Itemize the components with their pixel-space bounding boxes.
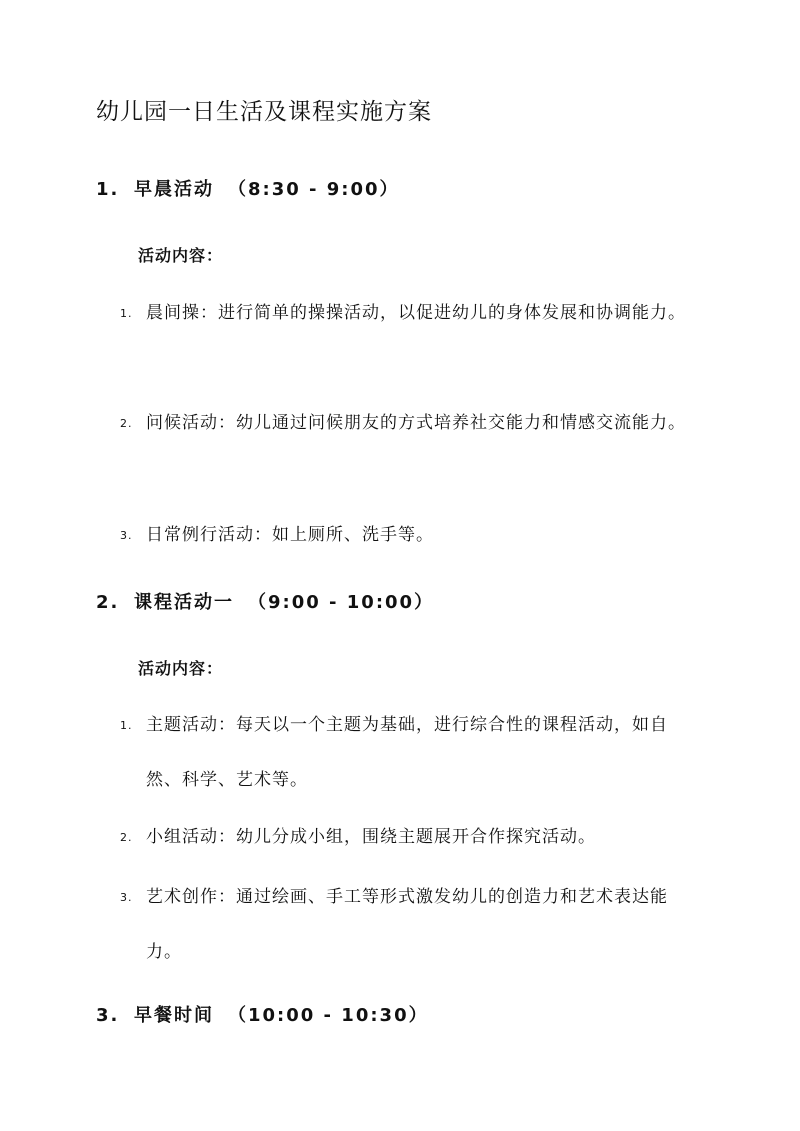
list-item	[120, 508, 700, 563]
section-time: （8:30 - 9:00）	[228, 179, 400, 200]
list-item	[120, 810, 700, 865]
list-item-text: 晨间操：进行简单的操操活动，以促进幼儿的身体发展和协调能力。	[146, 303, 686, 323]
sub-heading-activity-content: 活动内容：	[138, 659, 224, 678]
section-number: 1.	[96, 179, 120, 200]
list-item	[120, 870, 700, 980]
list-item	[120, 396, 700, 451]
section-heading-breakfast	[96, 1001, 429, 1027]
list-item-text: 问候活动：幼儿通过问候朋友的方式培养社交能力和情感交流能力。	[146, 413, 686, 433]
section-name: 早餐时间	[134, 1005, 214, 1026]
section-time: （9:00 - 10:00）	[248, 592, 435, 613]
list-marker: 1.	[120, 307, 133, 320]
list-marker: 2.	[120, 831, 133, 844]
list-marker: 3.	[120, 891, 133, 904]
list-item	[120, 286, 700, 341]
section-heading-morning	[96, 175, 400, 201]
list-item-text: 艺术创作：通过绘画、手工等形式激发幼儿的创造力和艺术表达能力。	[146, 887, 668, 962]
section-name: 早晨活动	[134, 179, 214, 200]
list-item-text: 小组活动：幼儿分成小组，围绕主题展开合作探究活动。	[146, 827, 596, 847]
list-item-text: 主题活动：每天以一个主题为基础，进行综合性的课程活动，如自然、科学、艺术等。	[146, 715, 668, 790]
section-number: 3.	[96, 1005, 120, 1026]
document-title: 幼儿园一日生活及课程实施方案	[96, 99, 432, 125]
section-name: 课程活动一	[134, 592, 234, 613]
sub-heading-activity-content: 活动内容：	[138, 246, 224, 265]
list-marker: 3.	[120, 529, 133, 542]
list-item	[120, 698, 700, 808]
list-item-text: 日常例行活动：如上厕所、洗手等。	[146, 525, 434, 545]
section-number: 2.	[96, 592, 120, 613]
list-marker: 1.	[120, 719, 133, 732]
section-time: （10:00 - 10:30）	[228, 1005, 429, 1026]
section-heading-course-one	[96, 588, 434, 614]
list-marker: 2.	[120, 417, 133, 430]
